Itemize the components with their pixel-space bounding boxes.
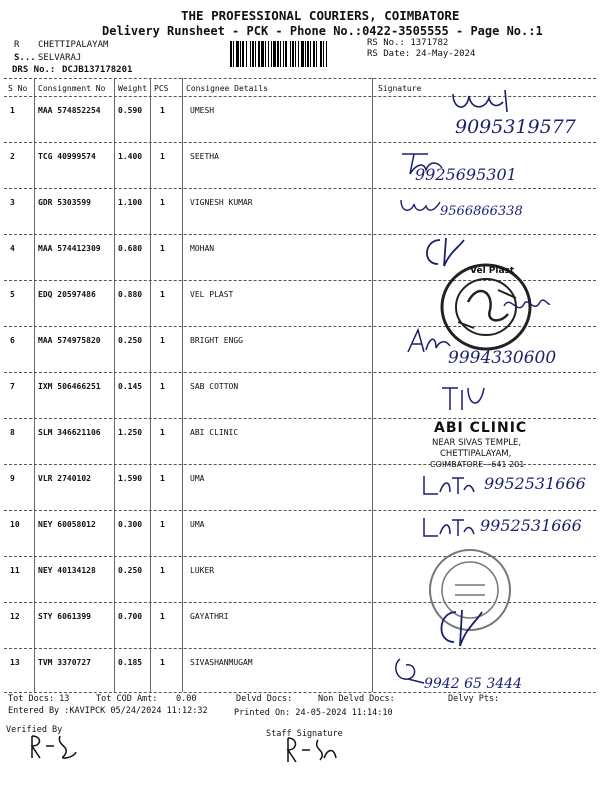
phone-row-1: 9095319577 [455,116,576,138]
signature-row-7 [440,384,490,414]
row-sno: 10 [10,520,20,529]
barcode-bar [268,41,269,67]
row-sno: 7 [10,382,15,391]
col-pcs-header: PCS [154,84,169,93]
signature-row-10 [420,514,476,540]
phone-row-6: 9994330600 [448,348,557,368]
row-sno: 4 [10,244,15,253]
row-consignment-no: MAA 574852254 [38,106,101,115]
total-docs: Tot Docs: 13 [8,694,70,704]
barcode-bar [313,41,315,67]
row-weight: 1.100 [118,198,143,207]
delivered-docs: Delvd Docs: [236,694,293,704]
row-sno: 12 [10,612,20,621]
row-divider [4,372,596,373]
total-cod-label: Tot COD Amt: [96,694,158,704]
row-pcs: 1 [160,106,165,115]
row-consignee: ABI CLINIC [190,428,239,437]
printed-on: Printed On: 24-05-2024 11:14:10 [234,708,393,718]
row-consignee: BRIGHT ENGG [190,336,243,345]
row-weight: 0.185 [118,658,143,667]
staff-label: S... [14,53,36,63]
row-sno: 1 [10,106,15,115]
col-separator [150,78,151,692]
row-weight: 0.680 [118,244,143,253]
row-pcs: 1 [160,382,165,391]
col-separator [34,78,35,692]
drs-value: DCJB137178201 [62,65,133,75]
route-label: R [14,40,20,50]
barcode-bar [295,41,296,67]
verified-by-label: Verified By [6,725,63,735]
row-consignment-no: STY 6061399 [38,612,91,621]
row-consignee: LUKER [190,566,215,575]
col-consignee-header: Consignee Details [186,84,268,93]
barcode-bar [323,41,324,67]
row-weight: 0.700 [118,612,143,621]
row-weight: 0.300 [118,520,143,529]
row-pcs: 1 [160,336,165,345]
col-separator [182,78,183,692]
row-pcs: 1 [160,612,165,621]
barcode-bar [301,41,304,67]
row-consignment-no: SLM 346621106 [38,428,101,437]
row-divider [4,510,596,511]
row-consignee: VEL PLAST [190,290,234,299]
phone-row-10: 9952531666 [480,516,582,535]
table-bottom-line [4,692,596,693]
barcode-bar [261,41,264,67]
row-consignee: SAB COTTON [190,382,239,391]
signature-row-5 [500,292,552,318]
row-weight: 0.250 [118,336,143,345]
row-pcs: 1 [160,198,165,207]
signature-row-6 [404,326,452,356]
row-consignee: UMA [190,474,205,483]
barcode-bar [320,41,322,67]
phone-row-13: 9942 65 3444 [424,676,522,692]
signature-row-9 [420,472,476,498]
phone-row-3: 9566866338 [440,204,523,219]
row-consignee: UMESH [190,106,215,115]
row-sno: 11 [10,566,20,575]
barcode-bar [265,41,266,67]
phone-row-2: 9925695301 [415,165,517,184]
barcode-bar [326,41,327,67]
row-consignment-no: TCG 40999574 [38,152,96,161]
row-sno: 2 [10,152,15,161]
barcode-bar [252,41,254,67]
row-weight: 1.250 [118,428,143,437]
row-consignment-no: NEY 40134128 [38,566,96,575]
row-consignment-no: MAA 574975820 [38,336,101,345]
barcode-bar [246,41,247,67]
barcode-bar [273,41,276,67]
row-weight: 1.590 [118,474,143,483]
rs-date: RS Date: 24-May-2024 [367,49,476,59]
table-top-line [4,78,596,79]
barcode-bar [283,41,284,67]
route-value: CHETTIPALAYAM [38,40,109,50]
barcode-bar [280,41,281,67]
barcode-bar [285,41,287,67]
barcode-bar [255,41,256,67]
row-weight: 0.250 [118,566,143,575]
row-divider [4,648,596,649]
col-weight-header: Weight [118,84,147,93]
barcode-bar [277,41,279,67]
row-pcs: 1 [160,566,165,575]
row-consignment-no: VLR 2740102 [38,474,91,483]
col-separator [114,78,115,692]
staff-signature-label: Staff Signature [266,729,343,739]
abi-clinic-stamp-line2: CHETTIPALAYAM, [440,449,512,459]
row-divider [4,188,596,189]
row-consignment-no: MAA 574412309 [38,244,101,253]
verified-by-signature [28,732,78,762]
staff-value: SELVARAJ [38,53,82,63]
row-consignment-no: TVM 3370727 [38,658,91,667]
barcode-bar [240,41,241,67]
row-weight: 0.590 [118,106,143,115]
row-sno: 8 [10,428,15,437]
row-sno: 6 [10,336,15,345]
col-sno-header: S No [8,84,28,93]
barcode-bar [236,41,239,67]
row-weight: 0.880 [118,290,143,299]
company-name: THE PROFESSIONAL COURIERS, COIMBATORE [181,8,460,23]
staff-signature [284,734,340,766]
rs-number: RS No.: 1371782 [367,38,449,48]
abi-clinic-stamp-line1: NEAR SIVAS TEMPLE, [432,438,522,448]
row-consignee: MOHAN [190,244,215,253]
row-pcs: 1 [160,474,165,483]
row-sno: 5 [10,290,15,299]
barcode-bar [271,41,272,67]
barcode-bar [310,41,311,67]
abi-clinic-stamp-line3: COIMBATORE - 641 201 [430,460,525,469]
row-consignee: GAYATHRI [190,612,229,621]
row-consignment-no: NEY 60058012 [38,520,96,529]
row-consignment-no: IXM 506466251 [38,382,101,391]
row-consignee: UMA [190,520,205,529]
row-consignee: SIVASHANMUGAM [190,658,253,667]
row-pcs: 1 [160,658,165,667]
barcode-bar [258,41,260,67]
signature-row-12 [430,606,486,650]
row-pcs: 1 [160,428,165,437]
row-sno: 9 [10,474,15,483]
barcode-bar [290,41,291,67]
barcode-bar [305,41,306,67]
entered-by: Entered By :KAVIPCK 05/24/2024 11:12:32 [8,706,208,716]
row-consignment-no: EDQ 20597486 [38,290,96,299]
row-consignee: SEETHA [190,152,219,161]
barcode-bar [298,41,299,67]
non-delivered-docs: Non Delvd Docs: [318,694,395,704]
vel-plast-stamp-text: Vel Plast [470,266,515,276]
abi-clinic-stamp-title: ABI CLINIC [434,420,528,436]
row-pcs: 1 [160,290,165,299]
row-divider [4,418,596,419]
delivery-points: Delvy Pts: [448,694,500,704]
row-divider [4,234,596,235]
row-sno: 3 [10,198,15,207]
col-consignment-header: Consignment No [38,84,106,93]
barcode-bar [230,41,232,67]
row-pcs: 1 [160,520,165,529]
row-weight: 1.400 [118,152,143,161]
col-signature-header: Signature [378,84,422,93]
barcode-bar [307,41,309,67]
barcode-bar [316,41,317,67]
barcode-bar [292,41,294,67]
row-divider [4,142,596,143]
row-consignment-no: GDR 5303599 [38,198,91,207]
barcode-bar [233,41,234,67]
row-sno: 13 [10,658,20,667]
row-consignee: VIGNESH KUMAR [190,198,253,207]
total-cod-value: 0.00 [176,694,197,704]
phone-row-9: 9952531666 [484,474,586,493]
row-pcs: 1 [160,244,165,253]
drs-label: DRS No.: [12,65,56,75]
runsheet-title: Delivery Runsheet - PCK - Phone No.:0422-3505555 - Page No.:1 [102,24,543,38]
barcode-bar [250,41,251,67]
row-pcs: 1 [160,152,165,161]
barcode [230,41,358,67]
col-separator [372,78,373,692]
barcode-bar [242,41,244,67]
signature-row-3 [398,196,444,218]
row-weight: 0.145 [118,382,143,391]
